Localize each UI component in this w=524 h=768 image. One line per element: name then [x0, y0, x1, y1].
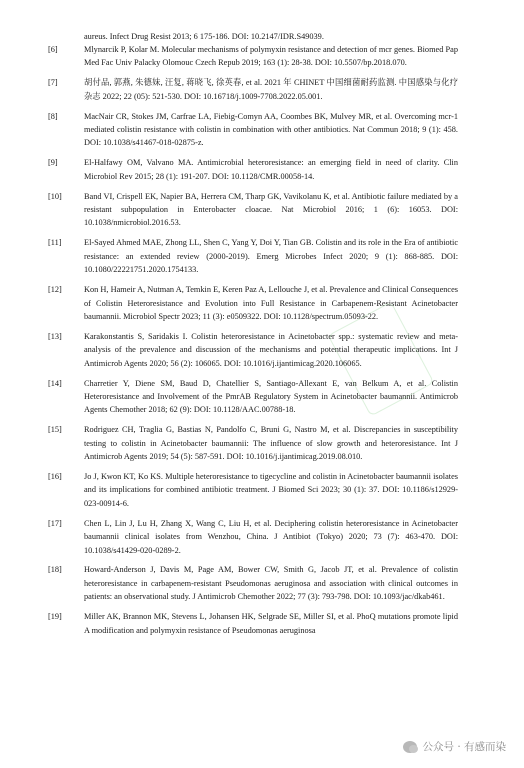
reference-number: [18] — [48, 565, 62, 575]
reference-text: MacNair CR, Stokes JM, Carfrae LA, Fiebig-Comyn AA, Coombes BK, Mulvey MR, et al. Overcoming mcr-1 mediated colistin resistance with colistin in combination with other antibiotics. Nat Commun 2018; 9 (1): 458. DOI: 10.1038/s41467-018-02875-z. — [84, 111, 458, 148]
reference-item — [48, 610, 458, 637]
reference-text: Mlynarcik P, Kolar M. Molecular mechanisms of polymyxin resistance and detection of mcr genes. Biomed Pap Med Fac Univ Palacky Olomouc Czech Repub 2019; 163 (1): 28-38. DOI: 10.5507/bp.2018.070. — [84, 45, 458, 68]
account-watermark-text: 公众号 · 有感而染 — [422, 741, 506, 753]
reference-text: Band VI, Crispell EK, Napier BA, Herrera CM, Tharp GK, Vavikolanu K, et al. Antibiotic failure mediated by a resistant subpopulation in Enterobacter cloacae. Nat Microbiol 2016; 1 (6): 16053. DOI: 10.1038/nmicrobiol.2016.53. — [84, 191, 458, 228]
reference-number: [9] — [48, 158, 58, 168]
reference-text: Charretier Y, Diene SM, Baud D, Chatellier S, Santiago-Allexant E, van Belkum A, et al. Colistin Heteroresistance and Involvement of the PmrAB Regulatory System in Acinetobacter baumannii. Antimicrob Agents Chemother 2018; 62 (9): DOI: 10.1128/AAC.00788-18. — [84, 378, 458, 415]
account-watermark — [403, 739, 506, 754]
reference-number: [14] — [48, 378, 62, 388]
reference-text: Miller AK, Brannon MK, Stevens L, Johansen HK, Selgrade SE, Miller SI, et al. PhoQ mutations promote lipid A modification and polymyxin resistance of Pseudomonas aeruginosa — [84, 612, 458, 635]
reference-item — [48, 190, 458, 230]
reference-number: [12] — [48, 285, 62, 295]
reference-item — [48, 423, 458, 463]
reference-text: Kon H, Hameir A, Nutman A, Temkin E, Keren Paz A, Lellouche J, et al. Prevalence and Clinical Consequences of Colistin Heteroresistance and Evolution into Full Resistance in Carbapenem-Resistant Acinetobacter baumannii. Microbiol Spectr 2023; 11 (3): e0509322. DOI: 10.1128/spectrum.05093-22. — [84, 285, 458, 321]
reference-item — [48, 517, 458, 557]
reference-text: Howard-Anderson J, Davis M, Page AM, Bower CW, Smith G, Jacob JT, et al. Prevalence of colistin heteroresistance in carbapenem-resistant Pseudomonas aeruginosa and association with clinical outcomes in patients: an observational study. J Antimicrob Chemother 2022; 77 (3): 793-798. DOI: 10.1093/jac/dkab461. — [84, 565, 458, 602]
reference-item — [48, 156, 458, 183]
reference-text: El-Sayed Ahmed MAE, Zhong LL, Shen C, Yang Y, Doi Y, Tian GB. Colistin and its role in the Era of antibiotic resistance: an extended review (2000-2019). Emerg Microbes Infect 2020; 9 (1): 868-885. DOI: 10.1080/22221751.2020.1754133. — [84, 238, 458, 275]
reference-text: 胡付品, 郭燕, 朱德妹, 汪复, 蒋晓飞, 徐英春, et al. 2021 年 CHINET 中国细菌耐药监测. 中国感染与化疗杂志 2022; 22 (05): 521-530. DOI: 10.16718/j.1009-7708.2022.05.001. — [84, 78, 458, 101]
reference-item — [48, 236, 458, 276]
reference-text: Rodriguez CH, Traglia G, Bastias N, Pandolfo C, Bruni G, Nastro M, et al. Discrepancies in susceptibility testing to colistin in Acinetobacter baumannii: The influence of slow growth and heteroresistance. Int J Antimicrob Agents 2019; 54 (5): 587-591. DOI: 10.1016/j.ijantimicag.2019.08.010. — [84, 425, 458, 462]
reference-number: [15] — [48, 425, 62, 435]
reference-number: [10] — [48, 191, 62, 201]
reference-item — [48, 563, 458, 603]
reference-text: El-Halfawy OM, Valvano MA. Antimicrobial heteroresistance: an emerging field in need of clarity. Clin Microbiol Rev 2015; 28 (1): 191-207. DOI: 10.1128/CMR.00058-14. — [84, 158, 458, 181]
reference-number: [7] — [48, 78, 58, 88]
reference-number: [6] — [48, 45, 58, 54]
reference-text: Karakonstantis S, Saridakis I. Colistin heteroresistance in Acinetobacter spp.: systematic review and meta-analysis of the prevalence and discussion of the mechanisms and potential therapeutic implications. Int J Antimicrob Agents 2020; 56 (2): 106065. DOI: 10.1016/j.ijantimicag.2020.106065. — [84, 331, 458, 368]
reference-number: [11] — [48, 238, 62, 248]
reference-number: [19] — [48, 612, 62, 622]
reference-number: [17] — [48, 518, 62, 528]
reference-text: Chen L, Lin J, Lu H, Zhang X, Wang C, Liu H, et al. Deciphering colistin heteroresistance in Acinetobacter baumannii clinical isolates from Wenzhou, China. J Antibiot (Tokyo) 2020; 73 (7): 463-470. DOI: 10.1038/s41429-020-0289-2. — [84, 518, 458, 555]
reference-item — [48, 470, 458, 510]
wechat-icon — [403, 741, 417, 753]
reference-continuation: aureus. Infect Drug Resist 2013; 6 175-186. DOI: 10.2147/IDR.S49039. — [84, 32, 324, 41]
reference-number: [13] — [48, 331, 62, 341]
reference-number: [8] — [48, 111, 58, 121]
reference-item — [48, 76, 458, 103]
reference-number: [16] — [48, 471, 62, 481]
reference-item — [48, 43, 458, 70]
reference-text: Jo J, Kwon KT, Ko KS. Multiple heteroresistance to tigecycline and colistin in Acinetobacter baumannii isolates and its implications for combined antibiotic treatment. J Biomed Sci 2023; 30 (1): 37. DOI: 10.1186/s12929-023-00914-6. — [84, 471, 458, 508]
reference-item — [48, 110, 458, 150]
